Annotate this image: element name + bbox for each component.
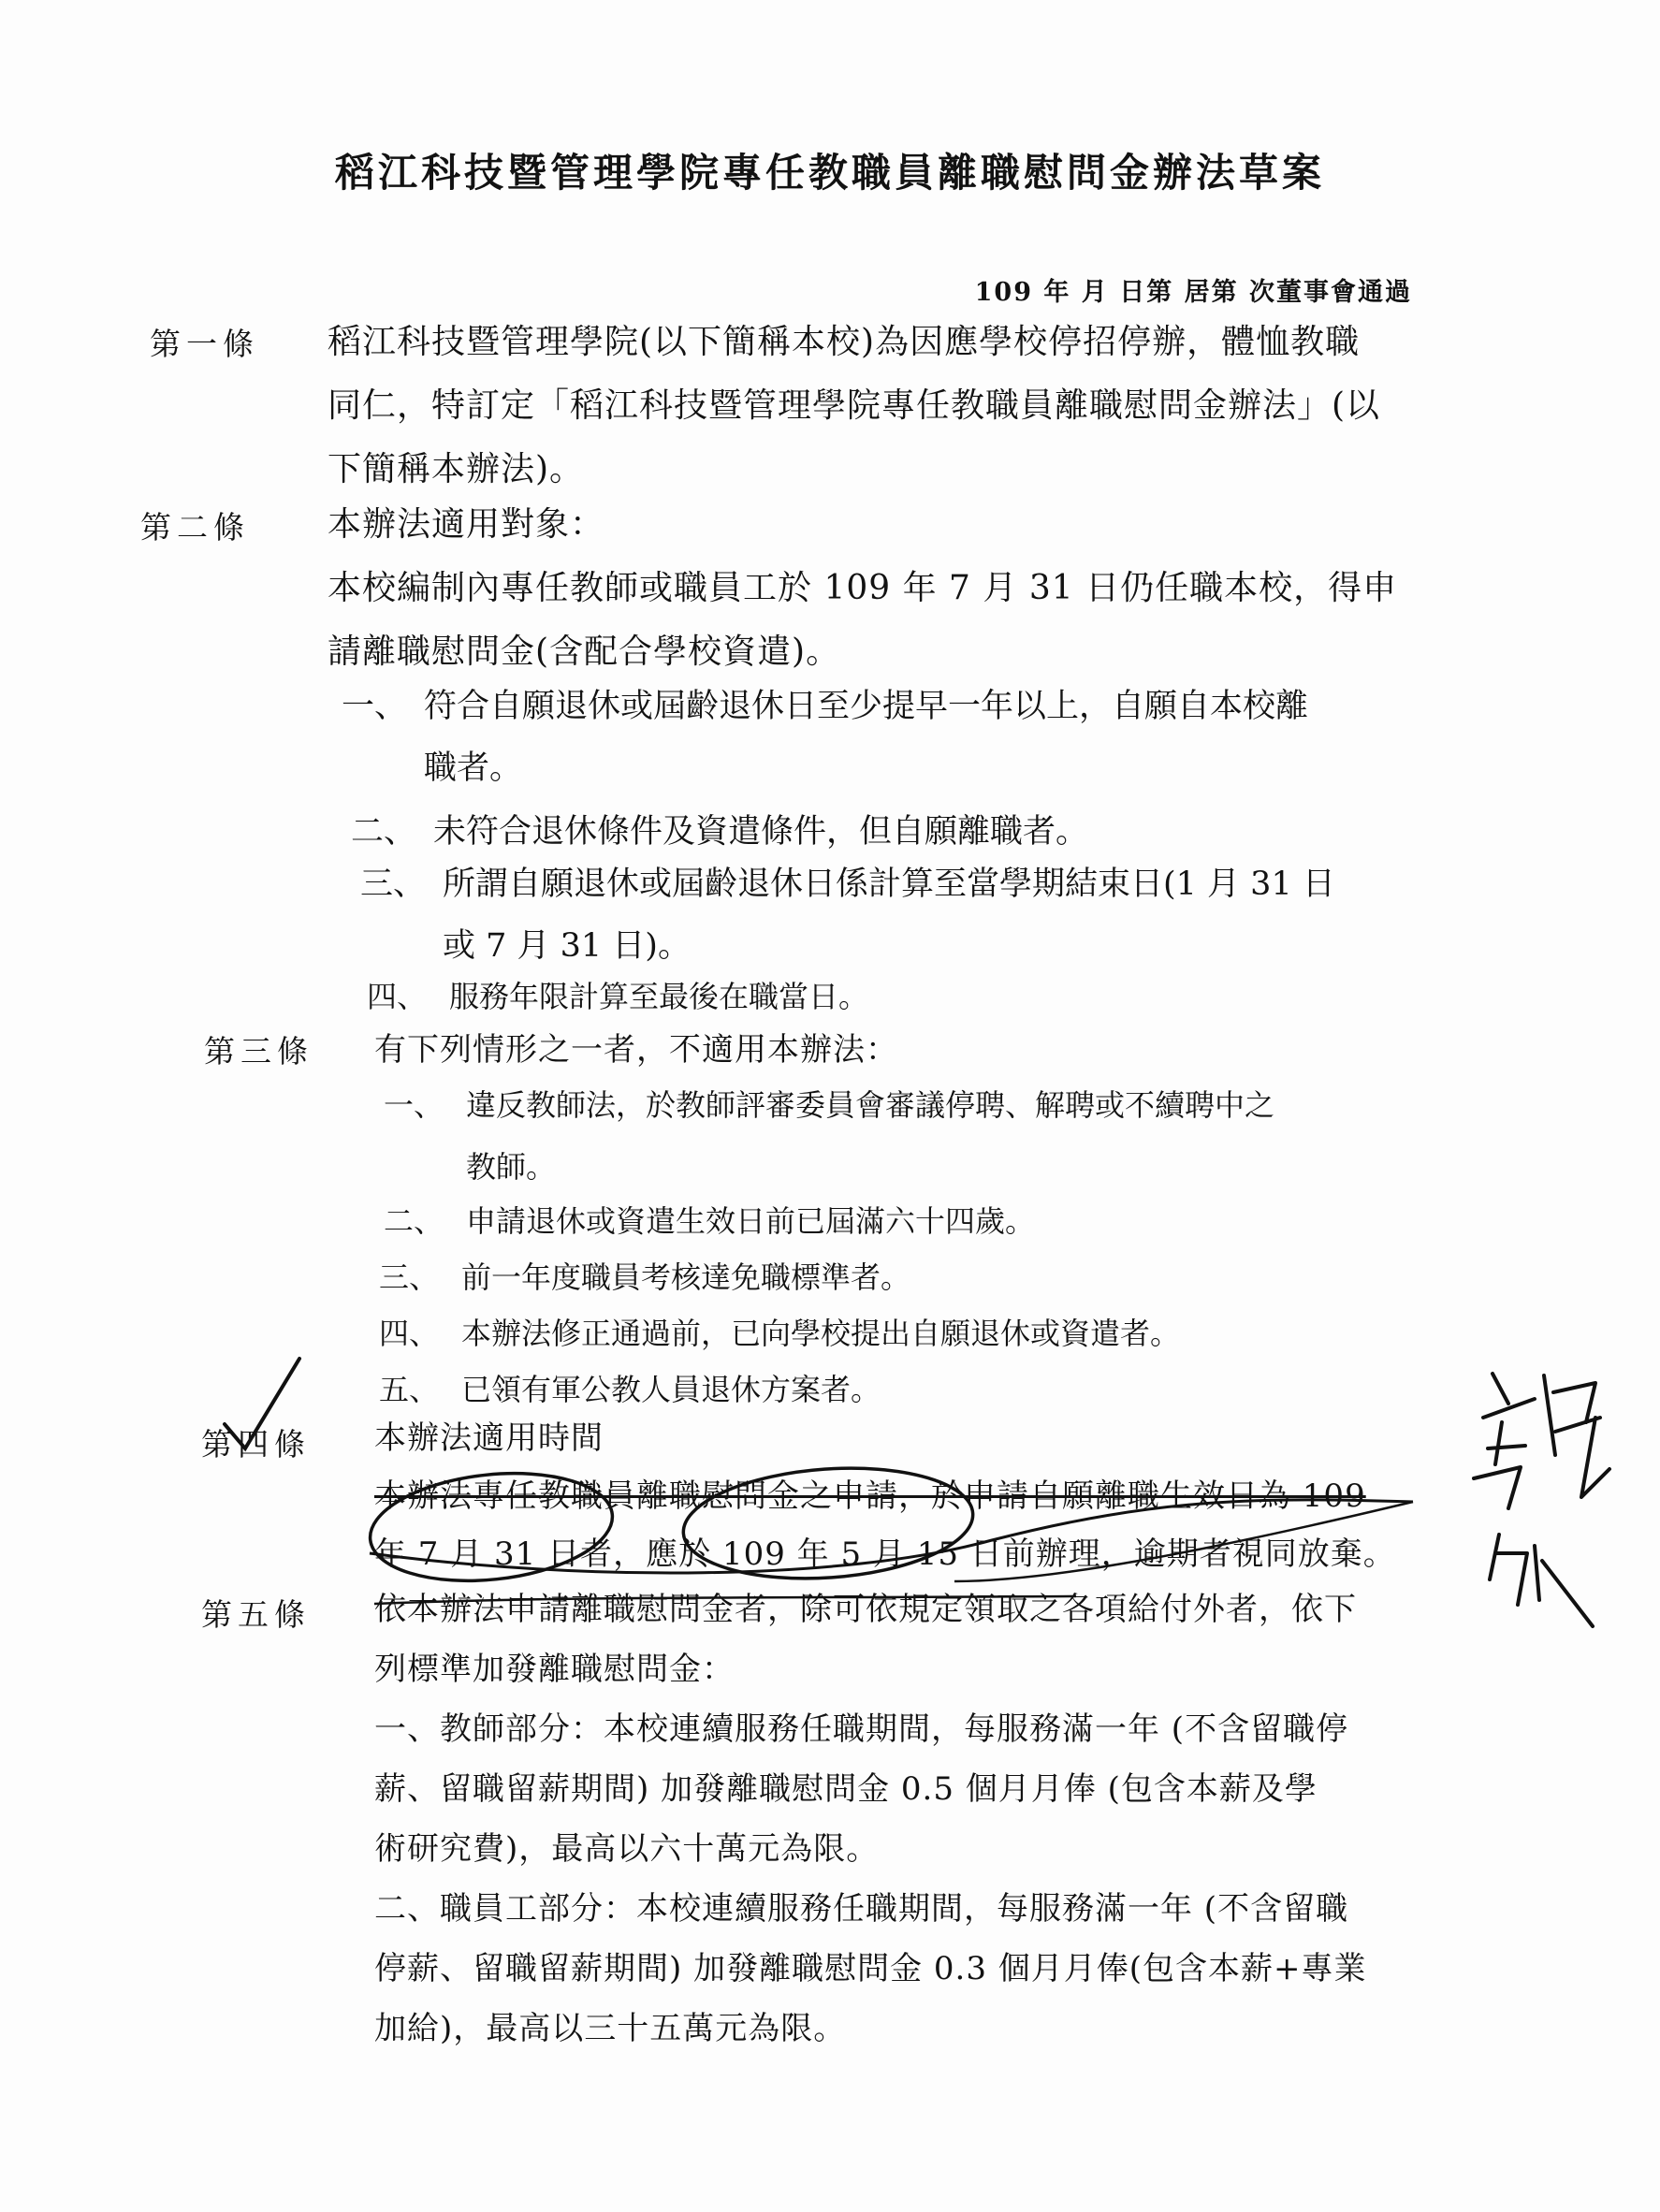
article-3-item-1 <box>384 1074 1274 1198</box>
article-1-line-1: 稻江科技暨管理學院(以下簡稱本校)為因應學校停招停辦，體恤教職 <box>328 323 1361 361</box>
article-2-line-3: 請離職慰問金(含配合學校資遣)。 <box>328 633 841 671</box>
article-4-line-2: 本辦法專任教職員離職慰問金之申請，於申請自願離職生效日為 109 <box>374 1477 1366 1515</box>
article-5-line-6: 二、職員工部分：本校連續服務任職期間，每服務滿一年 (不含留職 <box>374 1890 1349 1928</box>
article-3-item-4-num: 四、 <box>379 1316 440 1351</box>
article-4-body <box>374 1409 1450 1583</box>
article-3-label: 第三條 <box>204 1033 313 1070</box>
article-5-line-2: 列標準加發離職慰問金： <box>374 1651 735 1688</box>
article-2-item-1-num: 一、 <box>342 688 408 725</box>
article-5-label: 第五條 <box>201 1596 311 1633</box>
article-2-item-3 <box>360 853 1335 977</box>
article-1-label: 第一條 <box>150 326 259 362</box>
article-3-item-5-num: 五、 <box>379 1372 440 1407</box>
article-3-line-1: 有下列情形之一者，不適用本辦法： <box>374 1031 898 1069</box>
article-3-item-1-line-1: 違反教師法，於教師評審委員會審議停聘、解聘或不續聘中之 <box>466 1087 1275 1123</box>
article-4-label: 第四條 <box>201 1426 311 1463</box>
article-3-item-4-line-1: 本辦法修正通過前，已向學校提出自願退休或資遣者。 <box>461 1316 1181 1351</box>
article-1-body <box>328 311 1450 502</box>
article-5-line-1: 依本辦法申請離職慰問金者，除可依規定領取之各項給付外者，依下 <box>374 1591 1357 1628</box>
article-2-item-3-line-1: 所謂自願退休或屆齡退休日係計算至當學期結束日(1 月 31 日 <box>443 866 1335 903</box>
article-3-item-1-line-2: 教師。 <box>466 1149 557 1185</box>
article-4-line-3: 年 7 月 31 日者，應於 109 年 5 月 15 日前辦理，逾期者視同放棄。 <box>374 1535 1396 1573</box>
article-1-line-2: 同仁，特訂定「稻江科技暨管理學院專任教職員離職慰問金辦法」(以 <box>328 386 1381 425</box>
article-5-line-7: 停薪、留職留薪期間) 加發離職慰問金 0.3 個月月俸(包含本薪+專業 <box>374 1950 1367 1987</box>
article-2-item-3-line-2: 或 7 月 31 日)。 <box>443 927 691 965</box>
article-3-body <box>374 1018 1450 1082</box>
article-2-label: 第二條 <box>140 509 250 546</box>
article-5-line-3: 一、教師部分：本校連續服務任職期間，每服務滿一年 (不含留職停 <box>374 1710 1349 1748</box>
article-5-body <box>374 1579 1450 2059</box>
article-5-line-4: 薪、留職留薪期間) 加發離職慰問金 0.5 個月月俸 (包含本薪及學 <box>374 1770 1318 1808</box>
article-1-line-3: 下簡稱本辦法)。 <box>328 450 585 488</box>
article-2-body <box>328 493 1450 684</box>
article-5-line-8: 加給)，最高以三十五萬元為限。 <box>374 2010 847 2047</box>
article-2-item-3-num: 三、 <box>360 866 427 903</box>
article-4-line-1: 本辦法適用時間 <box>374 1419 604 1457</box>
article-2-item-1 <box>342 676 1308 799</box>
article-3-item-2 <box>384 1190 1035 1252</box>
article-2-item-2-line-1: 未符合退休條件及資遣條件，但自願離職者。 <box>433 813 1089 851</box>
article-2-item-1-line-2: 職者。 <box>424 749 523 787</box>
article-3-item-2-line-1: 申請退休或資遣生效日前已屆滿六十四歲。 <box>466 1203 1036 1239</box>
article-2-item-2-num: 二、 <box>351 813 417 851</box>
article-5-line-5: 術研究費)，最高以六十萬元為限。 <box>374 1830 880 1868</box>
article-3-item-3-num: 三、 <box>379 1259 440 1295</box>
article-2-line-2: 本校編制內專任教師或職員工於 109 年 7 月 31 日仍任職本校，得申 <box>328 569 1398 607</box>
article-3-item-4 <box>379 1302 1180 1364</box>
article-2-item-1-line-1: 符合自願退休或屆齡退休日至少提早一年以上，自願自本校離 <box>424 688 1309 725</box>
document-title: 稻江科技暨管理學院專任教職員離職慰問金辦法草案 <box>334 150 1325 196</box>
handwritten-note-icon <box>1474 1374 1609 1626</box>
article-3-item-1-num: 一、 <box>384 1087 444 1123</box>
article-2-item-4-line-1: 服務年限計算至最後在職當日。 <box>449 979 869 1014</box>
article-3-item-3 <box>379 1246 910 1308</box>
article-3-item-3-line-1: 前一年度職員考核達免職標準者。 <box>461 1259 911 1295</box>
article-2-line-1: 本辦法適用對象： <box>328 505 605 544</box>
approval-line: 109 年 月 日第 居第 次董事會通過 <box>974 278 1412 307</box>
article-3-item-5-line-1: 已領有軍公教人員退休方案者。 <box>461 1372 881 1407</box>
article-2-item-4-num: 四、 <box>367 979 428 1014</box>
article-3-item-2-num: 二、 <box>384 1203 444 1239</box>
